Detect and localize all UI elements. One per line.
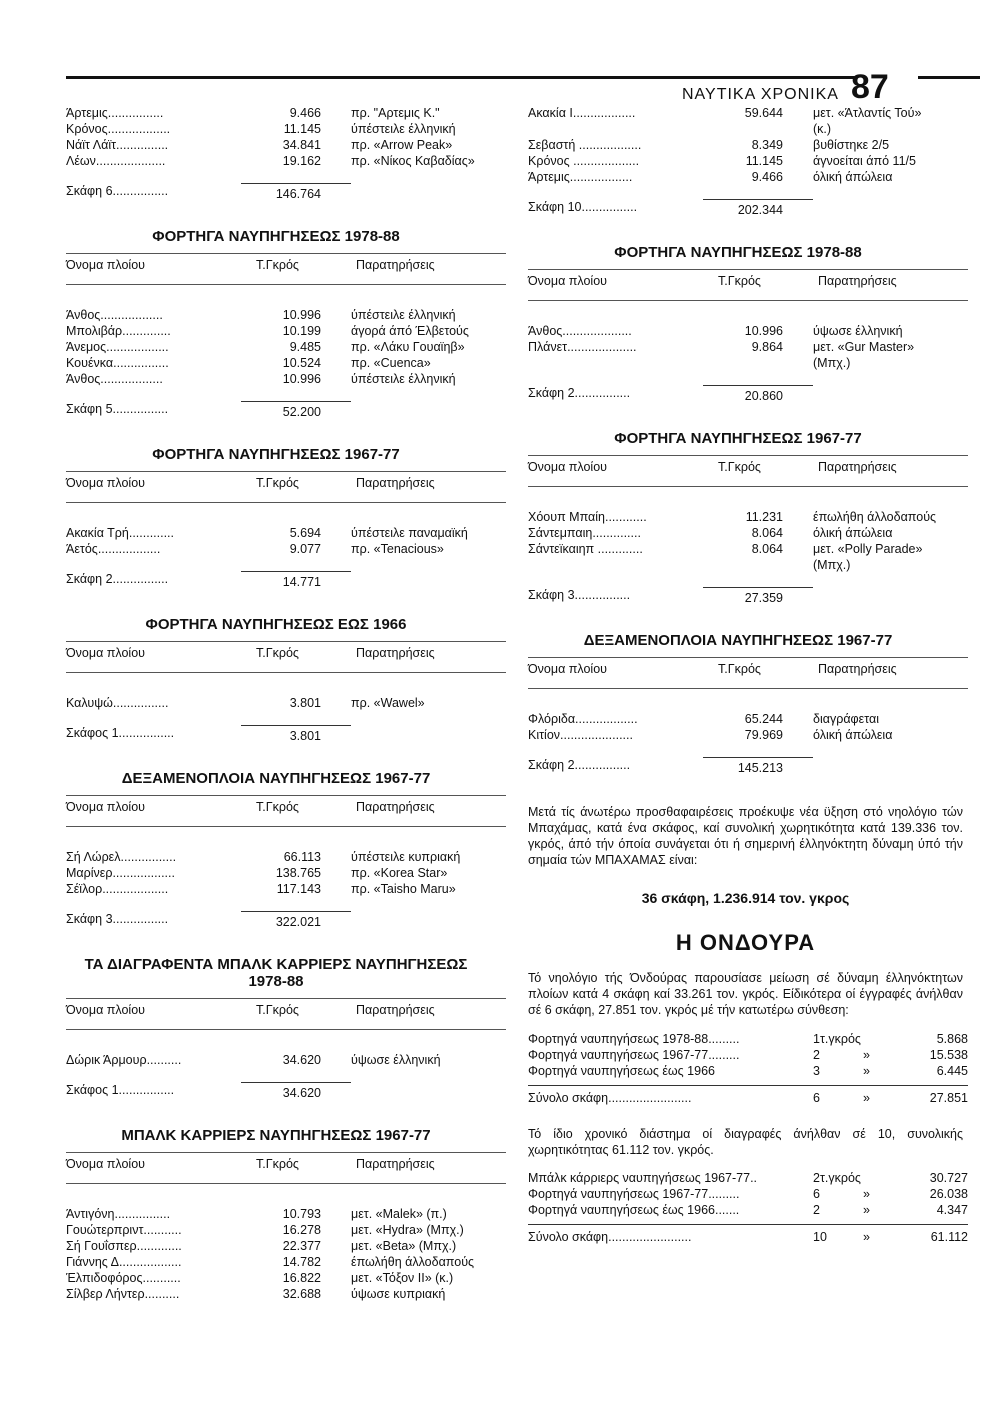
table-row <box>66 105 506 121</box>
table-row <box>66 1270 506 1286</box>
header-remarks: Παρατηρήσεις <box>356 258 435 272</box>
tonnage: 11.145 <box>283 122 321 136</box>
table-row <box>66 525 506 541</box>
remark: ύψωσε έλληνική <box>351 1053 441 1067</box>
table-row <box>528 355 968 371</box>
table-row <box>528 153 968 169</box>
total-row <box>528 587 968 606</box>
header-tonnage: Τ.Γκρός <box>256 476 299 490</box>
header-rule-right <box>918 76 980 79</box>
summary-unit: » <box>863 1187 870 1201</box>
tonnage: 32.688 <box>282 1287 321 1301</box>
total-label: Σκάφη 6................ <box>66 184 169 198</box>
summary-row <box>528 1170 968 1186</box>
tonnage: 19.162 <box>282 154 321 168</box>
summary-count: 2τ.γκρός <box>813 1171 861 1185</box>
remark: ύπέστειλε έλληνική <box>351 372 456 386</box>
total-label: Σκάφη 10................ <box>528 200 638 214</box>
tonnage: 66.113 <box>283 850 321 864</box>
remark: όλική άπώλεια <box>813 728 893 742</box>
table-row <box>528 509 968 525</box>
ship-name: Άρτεμις.................. <box>528 170 633 184</box>
tonnage: 16.822 <box>282 1271 321 1285</box>
total-row <box>66 183 506 202</box>
column-headers <box>66 471 506 503</box>
tonnage: 11.231 <box>745 510 783 524</box>
summary-value: 4.347 <box>936 1203 968 1217</box>
tonnage: 10.996 <box>282 372 321 386</box>
header-remarks: Παρατηρήσεις <box>356 800 435 814</box>
tonnage: 34.620 <box>282 1053 321 1067</box>
column-headers <box>528 269 968 301</box>
summary-count: 6 <box>813 1090 820 1105</box>
summary-desc: Φορτηγά ναυπηγήσεως έως 1966....... <box>528 1203 740 1217</box>
remark: ύπέστειλε έλληνική <box>351 122 456 136</box>
header-remarks: Παρατηρήσεις <box>356 476 435 490</box>
summary-value: 30.727 <box>929 1171 968 1185</box>
remark: μετ. «Hydra» (Μπχ.) <box>351 1223 464 1237</box>
summary-row <box>528 1202 968 1218</box>
summary-desc: Σύνολο σκάφη........................ <box>528 1230 692 1244</box>
tonnage: 10.199 <box>282 324 321 338</box>
ship-name: Άνεμος.................. <box>66 340 169 354</box>
ship-name: Άνθος.................. <box>66 308 163 322</box>
header-tonnage: Τ.Γκρός <box>718 274 761 288</box>
remark: ύψωσε έλληνική <box>813 324 903 338</box>
table-row <box>66 541 506 557</box>
summary-desc: Φορτηγά ναυπηγήσεως 1967-77......... <box>528 1047 740 1062</box>
tonnage: 79.969 <box>744 728 783 742</box>
column-headers <box>66 1152 506 1184</box>
remark: διαγράφεται <box>813 712 879 726</box>
total-value: 146.764 <box>241 183 351 202</box>
summary-rule <box>528 1085 968 1086</box>
ship-name: Ακακία Ι.................. <box>528 106 636 120</box>
paragraph: Τό ίδιο χρονικό διάστημα οί διαγραφές άνήλθαν σέ 10, συνολικής χωρητικότητας 61.112 τον. γκρός. <box>528 1126 963 1157</box>
table-row <box>528 711 968 727</box>
header-ship-name: Όνομα πλοίου <box>66 476 145 490</box>
summary-desc: Φορτηγά ναυπηγήσεως 1967-77......... <box>528 1187 740 1201</box>
remark: πρ. «Λάκυ Γουαϊηβ» <box>351 340 465 354</box>
tonnage: 8.064 <box>751 542 783 556</box>
header-remarks: Παρατηρήσεις <box>818 274 897 288</box>
table-row <box>528 339 968 355</box>
tonnage: 14.782 <box>282 1255 321 1269</box>
table-row <box>66 1222 506 1238</box>
tonnage: 9.485 <box>289 340 321 354</box>
table-row <box>66 849 506 865</box>
tonnage: 22.377 <box>282 1239 321 1253</box>
ship-name: Καλυψώ................ <box>66 696 169 710</box>
table-row <box>528 541 968 557</box>
header-remarks: Παρατηρήσεις <box>818 460 897 474</box>
tonnage: 9.466 <box>289 106 321 120</box>
remark: πρ. «Cuenca» <box>351 356 431 370</box>
table-row <box>66 881 506 897</box>
page-number: 87 <box>850 68 889 106</box>
summary-value: 61.112 <box>930 1230 968 1244</box>
total-label: Σκάφη 2................ <box>528 758 631 772</box>
total-value: 202.344 <box>703 199 813 218</box>
ship-name: Πλάνετ.................... <box>528 340 637 354</box>
remark: όλική άπώλεια <box>813 170 893 184</box>
tonnage: 9.864 <box>751 340 783 354</box>
ship-name: Άετός.................. <box>66 542 161 556</box>
ship-name: Φλόριδα.................. <box>528 712 638 726</box>
header-remarks: Παρατηρήσεις <box>356 646 435 660</box>
table-row <box>528 169 968 185</box>
section-title: ΦΟΡΤΗΓΑ ΝΑΥΠΗΓΗΣΕΩΣ 1967-77 <box>152 446 400 463</box>
summary-count: 1τ.γκρός <box>813 1031 861 1046</box>
summary-row <box>528 1186 968 1202</box>
tonnage <box>703 121 813 137</box>
summary-unit <box>863 1031 908 1047</box>
remark: (κ.) <box>813 122 832 136</box>
summary-count: 3 <box>813 1063 820 1078</box>
tonnage: 5.694 <box>289 526 321 540</box>
remark: ύπέστειλε παναμαϊκή <box>351 526 468 540</box>
summary-total-row <box>528 1090 968 1106</box>
section-title: ΔΕΞΑΜΕΝΟΠΛΟΙΑ ΝΑΥΠΗΓΗΣΕΩΣ 1967-77 <box>583 632 893 649</box>
ship-name: Σάντεϊκαιηπ ............. <box>528 542 643 556</box>
header-ship-name: Όνομα πλοίου <box>66 800 145 814</box>
table-row <box>528 557 968 573</box>
remark: (Μπχ.) <box>813 558 851 572</box>
total-row <box>66 911 506 930</box>
country-heading: Η ΟΝΔΟΥΡΑ <box>675 930 816 955</box>
summary-rule <box>528 1224 968 1225</box>
total-value: 145.213 <box>703 757 813 776</box>
header-remarks: Παρατηρήσεις <box>356 1157 435 1171</box>
tonnage: 10.793 <box>282 1207 321 1221</box>
header-tonnage: Τ.Γκρός <box>256 1157 299 1171</box>
tonnage: 138.765 <box>275 866 321 880</box>
remark: πρ. «Arrow Peak» <box>351 138 453 152</box>
remark: (Μπχ.) <box>813 356 851 370</box>
column-headers <box>66 641 506 673</box>
total-value: 52.200 <box>241 401 351 420</box>
total-row <box>66 725 506 744</box>
remark: έπωλήθη άλλοδαπούς <box>351 1255 475 1269</box>
summary-value: 27.851 <box>929 1090 968 1105</box>
left-column <box>66 105 506 1302</box>
column-headers <box>528 657 968 689</box>
remark: ύπέστειλε έλληνική <box>351 308 456 322</box>
remark: πρ. «Tenacious» <box>351 542 444 556</box>
header-tonnage: Τ.Γκρός <box>256 800 299 814</box>
table-row <box>66 307 506 323</box>
remark: βυθίστηκε 2/5 <box>813 138 890 152</box>
total-label: Σκάφη 2................ <box>528 386 631 400</box>
table-row <box>66 1286 506 1302</box>
total-label: Σκάφη 3................ <box>66 912 169 926</box>
total-label: Σκάφη 2................ <box>66 572 169 586</box>
ship-name: Κρόνος ................... <box>528 154 640 168</box>
table-row <box>528 105 968 121</box>
header-tonnage: Τ.Γκρός <box>718 662 761 676</box>
section-title: ΔΕΞΑΜΕΝΟΠΛΟΙΑ ΝΑΥΠΗΓΗΣΕΩΣ 1967-77 <box>121 770 431 787</box>
total-row <box>66 401 506 420</box>
section-title: ΤΑ ΔΙΑΓΡΑΦΕΝΤΑ ΜΠΑΛΚ ΚΑΡΡΙΕΡΣ ΝΑΥΠΗΓΗΣΕΩΣ 1978-88 <box>84 956 468 990</box>
ship-name: Έλπιδοφόρος........... <box>66 1271 181 1285</box>
summary-value: 5.868 <box>936 1031 968 1046</box>
ship-name: Γουώτερπριντ........... <box>66 1223 182 1237</box>
table-row <box>66 1206 506 1222</box>
table-row <box>66 1238 506 1254</box>
remark: όλική άπώλεια <box>813 526 893 540</box>
table-row <box>66 865 506 881</box>
header-remarks: Παρατηρήσεις <box>818 662 897 676</box>
section-title: ΜΠΑΛΚ ΚΑΡΡΙΕΡΣ ΝΑΥΠΗΓΗΣΕΩΣ 1967-77 <box>121 1127 431 1144</box>
remark: μετ. «Gur Master» <box>813 340 915 354</box>
right-column <box>528 105 968 1245</box>
total-value: 322.021 <box>241 911 351 930</box>
table-row <box>528 121 968 137</box>
total-label: Σκάφη 5................ <box>66 402 169 416</box>
section-title: ΦΟΡΤΗΓΑ ΝΑΥΠΗΓΗΣΕΩΣ ΕΩΣ 1966 <box>145 616 407 633</box>
ship-name: Κιτίον..................... <box>528 728 633 742</box>
ship-name <box>528 557 703 573</box>
header-ship-name: Όνομα πλοίου <box>528 274 607 288</box>
remark: άγνοείται άπό 11/5 <box>813 154 916 168</box>
tonnage: 9.077 <box>289 542 321 556</box>
total-value: 34.620 <box>241 1082 351 1101</box>
header-ship-name: Όνομα πλοίου <box>528 460 607 474</box>
header-ship-name: Όνομα πλοίου <box>66 646 145 660</box>
paragraph: Τό νηολόγιο τής Όνδούρας παρουσίασε μείωση σέ δύναμη έλληνόκτητων πλοίων κατά 4 σκάφη καί 33.261 τον. γκρός. Είδικότερα οί έγγραφές άνήλθαν σέ 6 σκάφη, 27.851 τον. γκρός μέ τήν κατωτέρω σύνθεση: <box>528 971 963 1017</box>
ship-name: Σή Λώρελ................ <box>66 850 177 864</box>
page-header <box>682 70 889 104</box>
summary-table <box>528 1031 968 1106</box>
total-label: Σκάφη 3................ <box>528 588 631 602</box>
magazine-title: ΝΑΥΤΙΚΑ ΧΡΟΝΙΚΑ <box>682 86 839 103</box>
summary-value: 26.038 <box>929 1187 968 1201</box>
summary-desc: Μπάλκ κάρριερς ναυπηγήσεως 1967-77.. <box>528 1171 758 1185</box>
ship-name: Σεβαστή .................. <box>528 138 642 152</box>
tonnage: 10.524 <box>282 356 321 370</box>
total-value: 3.801 <box>241 725 351 744</box>
remark: μετ. «Malek» (π.) <box>351 1207 447 1221</box>
header-ship-name: Όνομα πλοίου <box>66 1003 145 1017</box>
section-title: ΦΟΡΤΗΓΑ ΝΑΥΠΗΓΗΣΕΩΣ 1978-88 <box>152 228 400 245</box>
summary-unit: » <box>863 1047 870 1062</box>
ship-name: Άνθος.................... <box>528 324 632 338</box>
ship-name: Γιάννης Δ.................. <box>66 1255 182 1269</box>
total-value: 14.771 <box>241 571 351 590</box>
remark: πρ. «Wawel» <box>351 696 425 710</box>
total-label: Σκάφος 1................ <box>66 1083 175 1097</box>
total-row <box>528 199 968 218</box>
total-value: 27.359 <box>703 587 813 606</box>
ship-name: Χόουπ Μπαίη............ <box>528 510 647 524</box>
ship-name: Κρόνος.................. <box>66 122 171 136</box>
tonnage: 117.143 <box>276 882 321 896</box>
tonnage: 16.278 <box>282 1223 321 1237</box>
summary-desc: Σύνολο σκάφη........................ <box>528 1090 692 1105</box>
summary-value: 6.445 <box>936 1063 968 1078</box>
header-ship-name: Όνομα πλοίου <box>66 258 145 272</box>
remark: πρ. «Korea Star» <box>351 866 448 880</box>
summary-count: 6 <box>813 1187 820 1201</box>
ship-name: Σίλβερ Λήντερ.......... <box>66 1287 180 1301</box>
table-row <box>66 695 506 711</box>
header-tonnage: Τ.Γκρός <box>718 460 761 474</box>
total-value: 20.860 <box>703 385 813 404</box>
summary-row <box>528 1047 968 1063</box>
tonnage: 11.145 <box>745 154 783 168</box>
remark: ύπέστειλε κυπριακή <box>351 850 461 864</box>
header-remarks: Παρατηρήσεις <box>356 1003 435 1017</box>
summary-unit: » <box>863 1230 870 1244</box>
table-row <box>66 121 506 137</box>
summary-count: 10 <box>813 1230 827 1244</box>
column-headers <box>66 998 506 1030</box>
remark: πρ. "Αρτεμις Κ." <box>351 106 440 120</box>
table-row <box>528 323 968 339</box>
ship-name: Άνθος.................. <box>66 372 163 386</box>
section-title: ΦΟΡΤΗΓΑ ΝΑΥΠΗΓΗΣΕΩΣ 1978-88 <box>614 244 862 261</box>
header-tonnage: Τ.Γκρός <box>256 258 299 272</box>
fleet-summary: 36 σκάφη, 1.236.914 τον. γκρος <box>641 890 850 906</box>
spacer <box>528 776 968 782</box>
table-row <box>528 727 968 743</box>
ship-name: Μπολιβάρ.............. <box>66 324 171 338</box>
summary-value: 15.538 <box>929 1047 968 1062</box>
tonnage: 10.996 <box>282 308 321 322</box>
tonnage <box>703 355 813 371</box>
paragraph: Μετά τίς άνωτέρω προσθαφαιρέσεις προέκυψε νέα ϋξηση στό νηολόγιο τών Μπαχάμας, κατά ένα σκάφος, καί συνολική χωρητικότητα κατά 139.336 τον. γκρός, άπό τήν όποία συνάγεται ότι ή σημερινή έλληνόκτητη δύναμη ύπό τήν σημαία τών ΜΠΑΧΑΜΑΣ είναι: <box>528 805 963 867</box>
summary-unit: » <box>863 1090 870 1105</box>
summary-unit: » <box>863 1063 870 1078</box>
summary-count: 2 <box>813 1047 820 1062</box>
summary-desc: Φορτηγά ναυπηγήσεως 1978-88......... <box>528 1031 740 1046</box>
tonnage: 8.064 <box>751 526 783 540</box>
remark: μετ. «Polly Parade» <box>813 542 923 556</box>
ship-name: Δώρικ Άρμουρ.......... <box>66 1053 182 1067</box>
ship-name: Σέϊλορ................... <box>66 882 169 896</box>
remark: έπωλήθη άλλοδαπούς <box>813 510 937 524</box>
column-headers <box>66 253 506 285</box>
header-tonnage: Τ.Γκρός <box>256 646 299 660</box>
tonnage: 59.644 <box>744 106 783 120</box>
table-row <box>66 153 506 169</box>
table-row <box>66 339 506 355</box>
column-headers <box>66 795 506 827</box>
ship-name: Μαρίνερ.................. <box>66 866 175 880</box>
total-row <box>528 385 968 404</box>
ship-name: Σάντεμπαιη.............. <box>528 526 641 540</box>
summary-table <box>528 1170 968 1245</box>
header-ship-name: Όνομα πλοίου <box>66 1157 145 1171</box>
ship-name: Λέων.................... <box>66 154 166 168</box>
table-row <box>66 355 506 371</box>
header-ship-name: Όνομα πλοίου <box>528 662 607 676</box>
remark: πρ. «Νίκος Καβαδίας» <box>351 154 475 168</box>
tonnage: 8.349 <box>751 138 783 152</box>
tonnage: 65.244 <box>744 712 783 726</box>
tonnage: 34.841 <box>282 138 321 152</box>
summary-total-row <box>528 1229 968 1245</box>
remark: άγορά άπό Έλβετούς <box>351 324 469 338</box>
table-row <box>66 137 506 153</box>
table-row <box>528 137 968 153</box>
remark: μετ. «Τόξον ΙΙ» (κ.) <box>351 1271 454 1285</box>
header-tonnage: Τ.Γκρός <box>256 1003 299 1017</box>
table-row <box>66 1254 506 1270</box>
tonnage: 10.996 <box>744 324 783 338</box>
table-row <box>66 1052 506 1068</box>
ship-name <box>528 121 703 137</box>
summary-count: 2 <box>813 1203 820 1217</box>
table-row <box>66 371 506 387</box>
ship-name: Σή Γουΐσπερ............. <box>66 1239 182 1253</box>
tonnage <box>703 557 813 573</box>
ship-name: Άντιγόνη................ <box>66 1207 171 1221</box>
total-label: Σκάφος 1................ <box>66 726 175 740</box>
remark: πρ. «Taisho Maru» <box>351 882 456 896</box>
total-row <box>528 757 968 776</box>
summary-unit <box>863 1170 908 1186</box>
summary-desc: Φορτηγά ναυπηγήσεως έως 1966 <box>528 1063 715 1078</box>
tonnage: 3.801 <box>289 696 321 710</box>
remark: μετ. «Άτλαντίς Τού» <box>813 106 922 120</box>
ship-name <box>528 355 703 371</box>
total-row <box>66 1082 506 1101</box>
total-row <box>66 571 506 590</box>
ship-name: Άρτεμις................ <box>66 106 164 120</box>
remark: ύψωσε κυπριακή <box>351 1287 446 1301</box>
section-title: ΦΟΡΤΗΓΑ ΝΑΥΠΗΓΗΣΕΩΣ 1967-77 <box>614 430 862 447</box>
summary-row <box>528 1031 968 1047</box>
table-row <box>528 525 968 541</box>
ship-name: Ακακία Τρή............. <box>66 526 175 540</box>
ship-name: Κουένκα................ <box>66 356 169 370</box>
summary-row <box>528 1063 968 1079</box>
ship-name: Νάϊτ Λάϊτ............... <box>66 138 169 152</box>
summary-unit: » <box>863 1203 870 1217</box>
table-row <box>66 323 506 339</box>
tonnage: 9.466 <box>751 170 783 184</box>
remark: μετ. «Beta» (Μπχ.) <box>351 1239 457 1253</box>
column-headers <box>528 455 968 487</box>
